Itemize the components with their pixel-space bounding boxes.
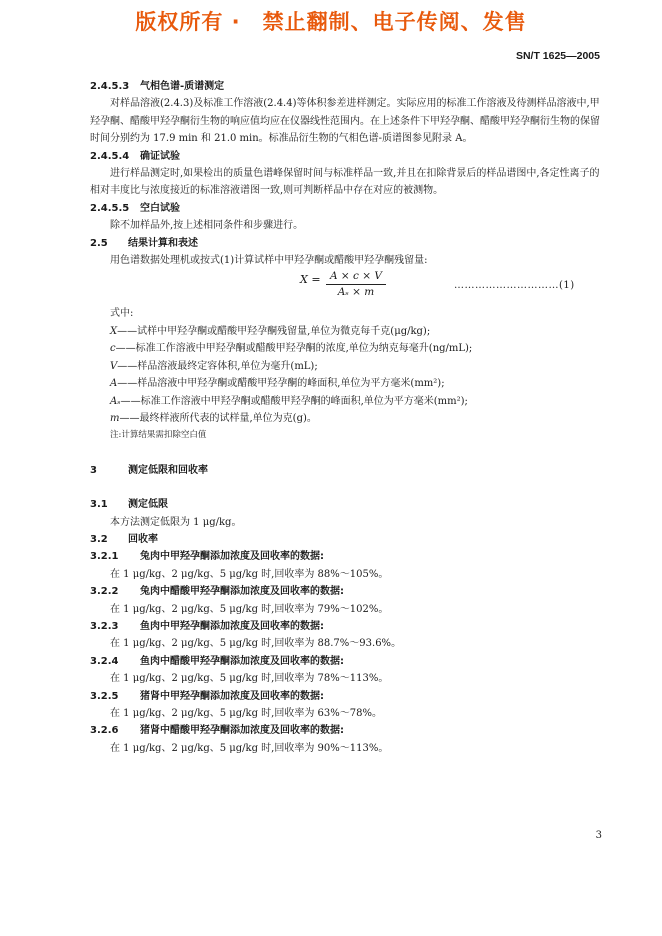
paragraph: 在 1 μg/kg、2 μg/kg、5 μg/kg 时,回收率为 88%～105%。: [110, 568, 389, 580]
equation-number: …………………………(1): [454, 280, 575, 292]
paragraph: 在 1 μg/kg、2 μg/kg、5 μg/kg 时,回收率为 90%～113%。: [110, 742, 389, 754]
paragraph: 在 1 μg/kg、2 μg/kg、5 μg/kg 时,回收率为 63%～78%。: [110, 708, 382, 719]
symbol-definition: [90, 323, 600, 340]
section-heading: 2.5 结果计算和表述: [90, 237, 198, 249]
symbol-description: ——标准工作溶液中甲羟孕酮或醋酸甲羟孕酮的峰面积,单位为平方毫米(mm²);: [120, 395, 468, 407]
symbol: A: [110, 378, 118, 390]
symbol-definition: [90, 358, 600, 375]
where-label: 式中:: [110, 308, 134, 320]
section-heading: 3.2.5 猪肾中甲羟孕酮添加浓度及回收率的数据:: [90, 690, 324, 702]
paragraph: 用色谱数据处理机或按式(1)计算试样中甲羟孕酮或醋酸甲羟孕酮残留量:: [110, 255, 428, 267]
paragraph: 在 1 μg/kg、2 μg/kg、5 μg/kg 时,回收率为 79%～102%。: [110, 603, 389, 615]
symbol-description: ——试样中甲羟孕酮或醋酸甲羟孕酮残留量,单位为微克每千克(μg/kg);: [117, 325, 431, 337]
section-heading: 2.4.5.3 气相色谱-质谱测定: [90, 81, 225, 92]
symbol: m: [110, 412, 120, 424]
paragraph: 对样品溶液(2.4.3)及标准工作溶液(2.4.4)等体积参差进样测定。实际应用的标准工作溶液及待测样品溶液中,甲羟孕酮、醋酸甲羟孕酮衍生物的响应值均应在仪器线性范围内。在上述条件下甲羟孕酮、醋酸甲羟孕酮衍生物的保留时间分别约为 17.9 min 和 21.0 min。标准品衍生物的气相色谱-质谱图参见附录 A。: [90, 98, 600, 145]
section-heading: 3.2.4 鱼肉中醋酸甲羟孕酮添加浓度及回收率的数据:: [90, 655, 344, 667]
symbol: X: [110, 325, 118, 337]
copyright-banner: 版权所有 · 禁止翻制、电子传阅、发售: [135, 10, 527, 34]
section-heading: 3.2.1 兔肉中甲羟孕酮添加浓度及回收率的数据:: [90, 551, 324, 563]
symbol-description: ——最终样液所代表的试样量,单位为克(g)。: [119, 412, 317, 424]
section-heading: 3.2.2 兔肉中醋酸甲羟孕酮添加浓度及回收率的数据:: [90, 586, 344, 598]
symbol-description: ——样品溶液最终定容体积,单位为毫升(mL);: [117, 360, 318, 372]
formula-fraction: [326, 269, 386, 300]
note: 注:计算结果需扣除空白值: [110, 430, 207, 441]
recovery-list: [90, 548, 600, 757]
section-heading: 2.4.5.5 空白试验: [90, 202, 180, 214]
symbol-definition: [90, 340, 600, 357]
paragraph: 本方法测定低限为 1 μg/kg。: [110, 516, 242, 528]
symbol-definition: [90, 375, 600, 392]
formula: [90, 269, 600, 305]
section-heading: 3.1 测定低限: [90, 499, 168, 511]
formula-numerator: A × c × V: [326, 269, 386, 285]
symbol-description: ——标准工作溶液中甲羟孕酮或醋酸甲羟孕酮的浓度,单位为纳克每毫升(ng/mL);: [115, 343, 473, 355]
paragraph: 在 1 μg/kg、2 μg/kg、5 μg/kg 时,回收率为 88.7%～93.6%。: [110, 638, 402, 650]
section-heading: 3.2.6 猪肾中醋酸甲羟孕酮添加浓度及回收率的数据:: [90, 725, 344, 737]
section-heading: 3 测定低限和回收率: [90, 464, 208, 476]
symbol-definition: [90, 410, 600, 427]
symbol-definition: [90, 393, 600, 410]
paragraph: 进行样品测定时,如果检出的质量色谱峰保留时间与标准样品一致,并且在扣除背景后的样品谱图中,各定性离子的相对丰度比与浓度接近的标准溶液谱图一致,则可判断样品中存在对应的被测物。: [90, 168, 600, 197]
symbol: c: [110, 343, 116, 355]
paragraph: 在 1 μg/kg、2 μg/kg、5 μg/kg 时,回收率为 78%～113%。: [110, 673, 389, 685]
standard-number: SN/T 1625—2005: [515, 50, 600, 62]
symbol-description: ——样品溶液中甲羟孕酮或醋酸甲羟孕酮的峰面积,单位为平方毫米(mm²);: [117, 378, 445, 390]
symbol: V: [110, 360, 118, 372]
document-body: [90, 78, 600, 757]
section-heading: 3.2.3 鱼肉中甲羟孕酮添加浓度及回收率的数据:: [90, 620, 324, 632]
formula-lhs: X =: [300, 273, 321, 287]
symbol: Aₛ: [110, 395, 121, 407]
section-heading: 3.2 回收率: [90, 533, 158, 545]
formula-denominator: Aₛ × m: [337, 286, 375, 299]
page-number: 3: [595, 830, 602, 841]
section-heading: 2.4.5.4 确证试验: [90, 150, 180, 162]
symbol-definitions: [90, 323, 600, 427]
paragraph: 除不加样品外,按上述相同条件和步骤进行。: [110, 220, 304, 232]
